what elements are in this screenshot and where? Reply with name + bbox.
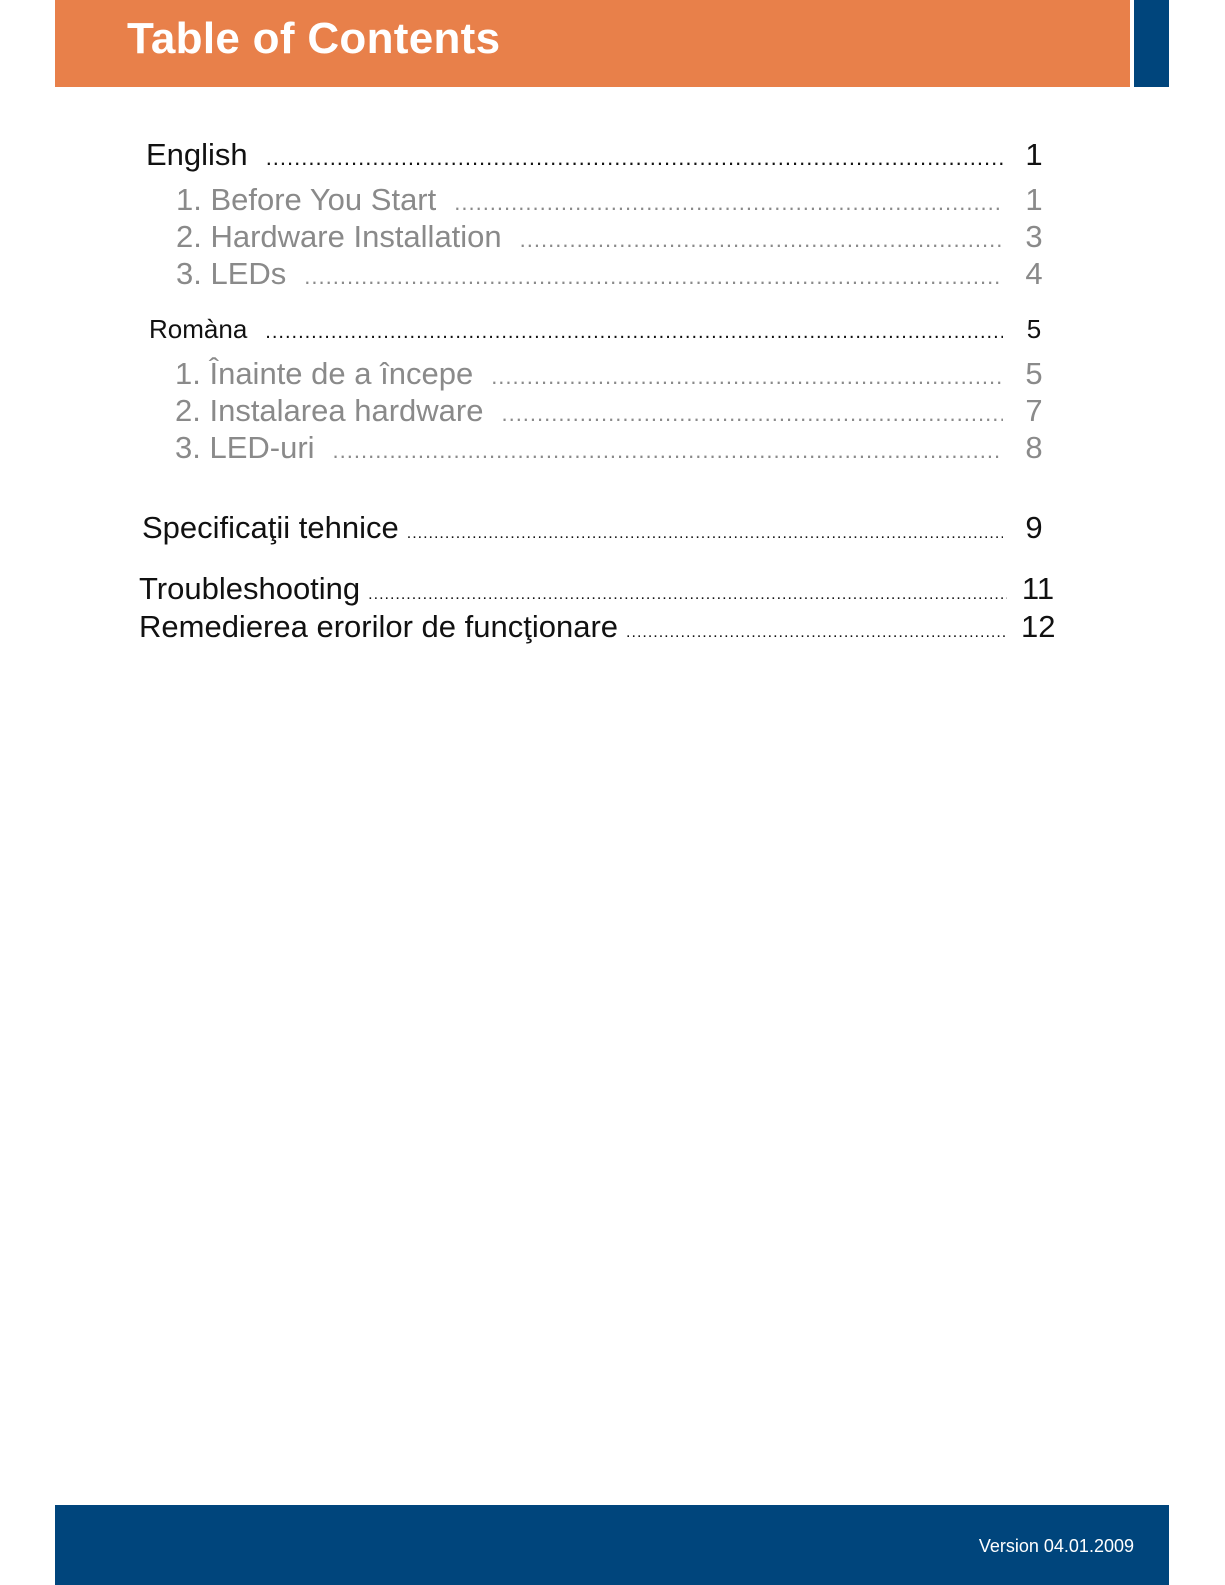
- toc-entry-hardware-installation[interactable]: [176, 219, 1051, 255]
- toc-entry-page: 9: [1025, 510, 1043, 545]
- toc-entry-page: 5: [1026, 314, 1042, 344]
- toc-entry-label: 1. Before You Start: [176, 182, 437, 217]
- toc-entry-label: English: [146, 137, 248, 172]
- toc-leader-dots: [407, 525, 1003, 543]
- toc-entry-label: 2. Hardware Installation: [176, 219, 502, 254]
- toc-entry-instalarea-hardware[interactable]: [175, 393, 1051, 429]
- toc-leader-dots: [265, 321, 1003, 344]
- toc-entry-page: 7: [1025, 393, 1043, 428]
- toc-entry-label: Troubleshooting: [139, 571, 361, 606]
- toc-leader-dots: [454, 190, 1003, 216]
- toc-entry-inainte-de-a-incepe[interactable]: [175, 356, 1051, 392]
- toc-entry-troubleshooting[interactable]: [139, 571, 1055, 607]
- toc-leader-dots: [626, 624, 1007, 642]
- toc-entry-label: 3. LEDs: [176, 256, 287, 291]
- toc-leader-dots: [501, 401, 1003, 427]
- version-text: Version 04.01.2009: [978, 1536, 1134, 1556]
- toc-entry-english[interactable]: [146, 137, 1051, 173]
- toc-entry-page: 4: [1025, 256, 1043, 291]
- toc-entry-leds[interactable]: [176, 256, 1051, 292]
- toc-entry-page: 1: [1025, 182, 1043, 217]
- toc-entry-page: 1: [1025, 137, 1043, 172]
- toc-entry-label: Specificaţii tehnice: [142, 510, 399, 545]
- toc-entry-label: 3. LED-uri: [175, 430, 315, 465]
- footer-bar: [55, 1505, 1169, 1585]
- toc-entry-label: 1. Înainte de a începe: [175, 356, 474, 391]
- page-title: Table of Contents: [127, 14, 501, 63]
- toc-entry-before-you-start[interactable]: [176, 182, 1051, 218]
- toc-leader-dots: [304, 264, 1003, 290]
- toc-entry-page: 11: [1021, 571, 1055, 606]
- toc-leader-dots: [266, 145, 1003, 171]
- toc-leader-dots: [520, 227, 1003, 253]
- toc-entry-specificatii-tehnice[interactable]: [142, 510, 1051, 546]
- toc-entry-led-uri[interactable]: [175, 430, 1051, 466]
- toc-leader-dots: [368, 586, 1007, 604]
- toc-leader-dots: [491, 364, 1003, 390]
- toc-entry-romana[interactable]: [149, 314, 1051, 345]
- toc-entry-page: 5: [1025, 356, 1043, 391]
- toc-leader-dots: [333, 438, 1003, 464]
- toc-entry-page: 8: [1025, 430, 1043, 465]
- toc-entry-page: 12: [1021, 609, 1055, 644]
- toc-entry-label: Romàna: [149, 314, 248, 344]
- toc-entry-page: 3: [1025, 219, 1043, 254]
- toc-entry-label: 2. Instalarea hardware: [175, 393, 484, 428]
- header-accent: [1134, 0, 1169, 87]
- header-bar: [55, 0, 1130, 87]
- toc-entry-label: Remedierea erorilor de funcţionare: [139, 609, 619, 644]
- toc-entry-remedierea-erorilor[interactable]: [139, 609, 1055, 645]
